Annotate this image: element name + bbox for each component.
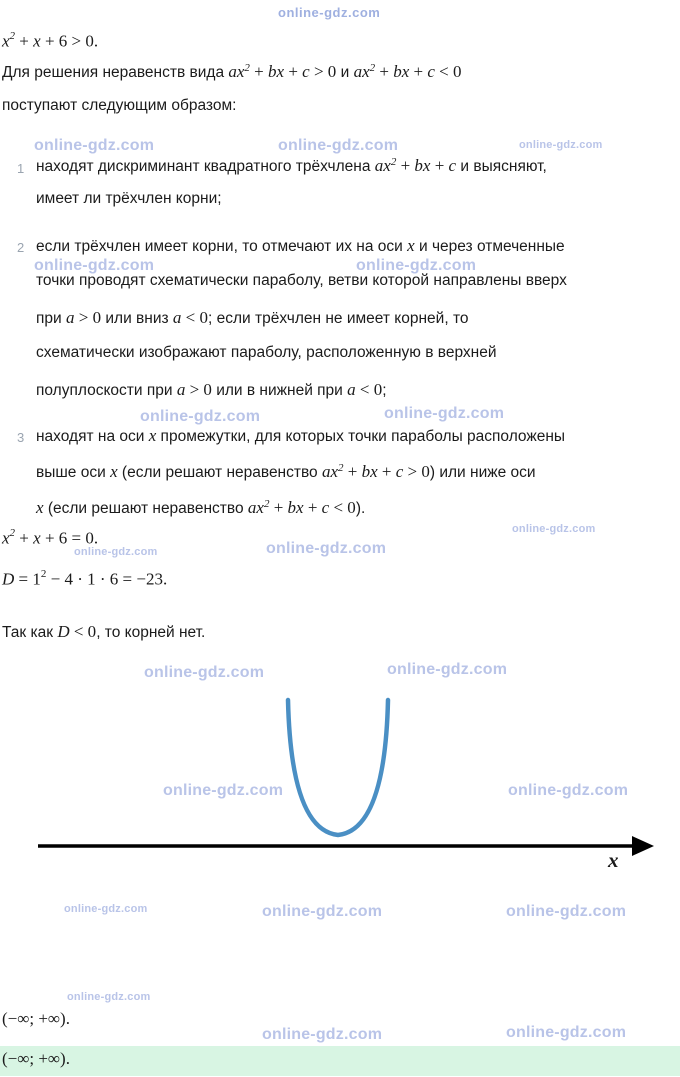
answer-highlighted: (−∞; +∞). bbox=[2, 1049, 70, 1068]
watermark-9: online-gdz.com bbox=[74, 546, 158, 558]
watermark-20: online-gdz.com bbox=[506, 1024, 627, 1041]
step-2-line-4: схематически изображают параболу, расположенную в верхней bbox=[36, 344, 497, 361]
watermark-5: online-gdz.com bbox=[356, 257, 477, 274]
watermark-3: online-gdz.com bbox=[519, 139, 603, 151]
conclusion-pre: Так как bbox=[2, 624, 58, 641]
step-1-line-1: находят дискриминант квадратного трёхчлена $ax^2$ + bx + c и выясняют, bbox=[36, 156, 547, 176]
watermark-1: online-gdz.com bbox=[34, 137, 155, 154]
watermark-18: online-gdz.com bbox=[67, 991, 151, 1003]
problem-inequality: $x^2 + x + 6 > 0$. bbox=[2, 30, 99, 51]
watermark-6: online-gdz.com bbox=[140, 408, 261, 425]
intro-text-mid: и bbox=[336, 64, 354, 82]
answer-highlight-band bbox=[0, 1046, 680, 1076]
watermark-8: online-gdz.com bbox=[512, 523, 596, 535]
watermark-17: online-gdz.com bbox=[506, 903, 627, 920]
intro-line-1: Для решения неравенств вида $ax^2$ + bx + c > 0 и $ax^2$ + bx + c < 0 bbox=[2, 62, 462, 82]
step-2-line-2: точки проводят схематически параболу, ветви которой направлены вверх bbox=[36, 272, 567, 289]
watermark-14: online-gdz.com bbox=[508, 782, 629, 799]
graph-area bbox=[0, 690, 680, 880]
watermark-19: online-gdz.com bbox=[262, 1026, 383, 1043]
x-axis-arrow bbox=[632, 836, 654, 856]
watermark-0: online-gdz.com bbox=[278, 5, 381, 20]
step-3-line-3: x (если решают неравенство $ax^2$ + bx + c < 0). bbox=[36, 498, 366, 518]
conclusion: Так как D < 0, то корней нет. bbox=[2, 622, 206, 641]
watermark-2: online-gdz.com bbox=[278, 137, 399, 154]
step-3-line-1: находят на оси x промежутки, для которых точки параболы расположены bbox=[36, 426, 566, 445]
watermark-7: online-gdz.com bbox=[384, 405, 505, 422]
watermark-12: online-gdz.com bbox=[387, 661, 508, 678]
watermark-10: online-gdz.com bbox=[266, 540, 387, 557]
equation: $x^2 + x + 6 = 0$. bbox=[2, 527, 99, 548]
step-number-1: 1 bbox=[17, 161, 25, 176]
intro-text-pre: Для решения неравенств вида bbox=[2, 64, 229, 82]
step-2-line-5: полуплоскости при a > 0 или в нижней при a < 0; bbox=[36, 380, 387, 399]
watermark-4: online-gdz.com bbox=[34, 257, 155, 274]
parabola-plot bbox=[0, 690, 680, 880]
watermark-13: online-gdz.com bbox=[163, 782, 284, 799]
conclusion-post: , то корней нет. bbox=[96, 624, 206, 641]
step-3-line-2: выше оси x (если решают неравенство $ax^2$ + bx + c > 0) или ниже оси bbox=[36, 462, 536, 482]
answer-text: (−∞; +∞). bbox=[2, 1009, 70, 1028]
step-2-line-3: при a > 0 или вниз a < 0; если трёхчлен не имеет корней, то bbox=[36, 308, 469, 327]
step-number-2: 2 bbox=[17, 240, 25, 255]
x-axis-label: x bbox=[608, 848, 619, 872]
discriminant: $D = 1^2 - 4 \cdot 1 \cdot 6 = -23$. bbox=[2, 568, 168, 589]
intro-line-2: поступают следующим образом: bbox=[2, 97, 237, 114]
watermark-11: online-gdz.com bbox=[144, 664, 265, 681]
watermark-16: online-gdz.com bbox=[262, 903, 383, 920]
step-1-line-2: имеет ли трёхчлен корни; bbox=[36, 190, 222, 207]
step-number-3: 3 bbox=[17, 430, 25, 445]
parabola-curve bbox=[288, 700, 388, 835]
step-2-line-1: если трёхчлен имеет корни, то отмечают их на оси x и через отмеченные bbox=[36, 236, 565, 255]
watermark-15: online-gdz.com bbox=[64, 903, 148, 915]
